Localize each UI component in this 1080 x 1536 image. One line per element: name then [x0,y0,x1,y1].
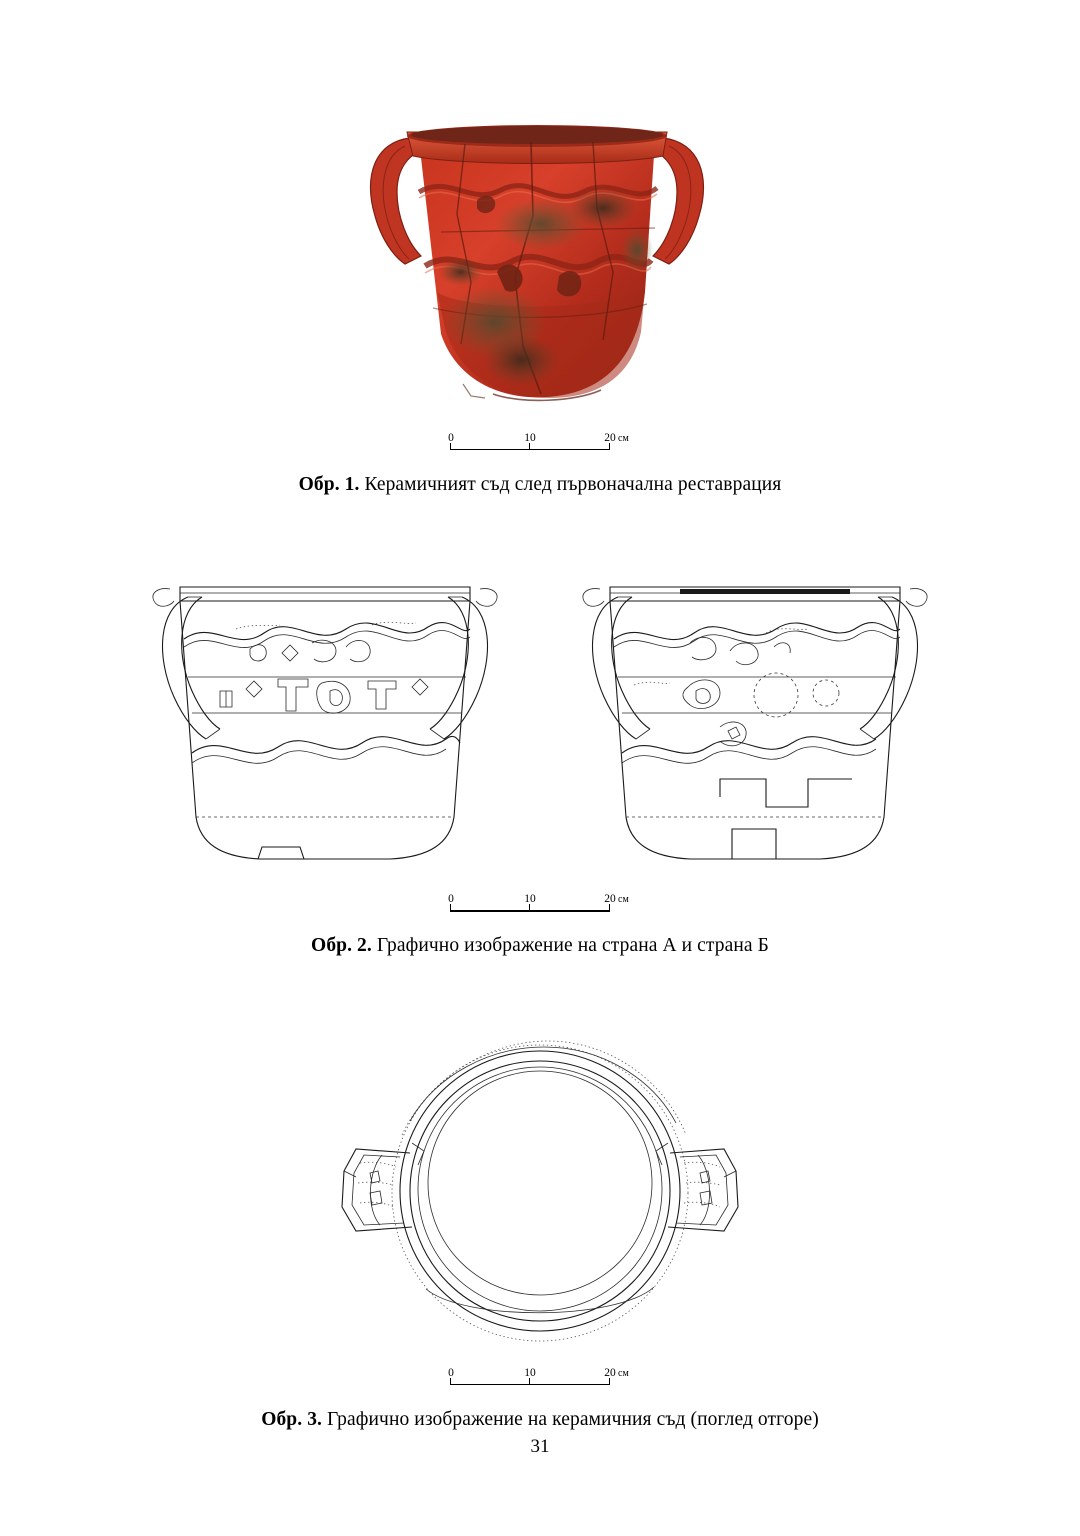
scale-tick-20 [609,1378,610,1385]
vessel-drawing-side-b [570,567,940,887]
scale-label-0: 0 [448,893,454,906]
figure-2-caption [311,933,769,958]
scale-tick-0 [450,1378,451,1385]
figure-3-label: Обр. 3. [261,1408,323,1430]
scale-unit: см [618,1367,629,1379]
scale-label-10: 10 [524,1366,536,1379]
vessel-drawing-top-view [260,1031,820,1361]
figure-2 [0,497,1080,958]
scale-label-10: 10 [524,893,536,906]
scale-tick-10 [529,904,530,911]
scale-tick-10 [529,443,530,450]
figure-1 [0,0,1080,497]
figure-1-label: Обр. 1. [298,474,360,495]
scale-unit: см [618,433,629,444]
figure-1-caption-text: Керамичният съд след първоначална реставрация [364,474,782,495]
figure-1-photo [345,96,735,426]
vessel-photograph [345,96,735,426]
scale-unit: см [618,894,629,906]
figure-2-label: Обр. 2. [311,935,372,957]
scale-bar-figure-1 [450,432,630,458]
scale-tick-20 [609,443,610,450]
figure-2-drawings [100,567,980,887]
scale-label-10: 10 [524,432,536,444]
page-number: 31 [530,1436,550,1457]
vessel-drawing-side-a [140,567,510,887]
scale-bar-figure-3 [450,1367,630,1393]
scale-tick-20 [609,904,610,911]
scale-label-20: 20 [604,1366,616,1379]
scale-label-0: 0 [448,432,454,444]
scale-label-20: 20 [604,893,616,906]
figure-3-caption [261,1407,819,1432]
figure-3-caption-text: Графично изображение на керамичния съд (поглед отгоре) [327,1408,819,1430]
figure-1-caption [299,472,782,497]
figure-3-drawing [260,1031,820,1361]
scale-tick-0 [450,904,451,911]
scale-bar-figure-2 [450,893,630,919]
scale-tick-0 [450,443,451,450]
figure-3 [0,959,1080,1432]
figure-2-caption-text: Графично изображение на страна А и страна Б [376,935,769,957]
scale-tick-10 [529,1378,530,1385]
scale-label-20: 20 [604,432,616,444]
scale-label-0: 0 [448,1366,454,1379]
